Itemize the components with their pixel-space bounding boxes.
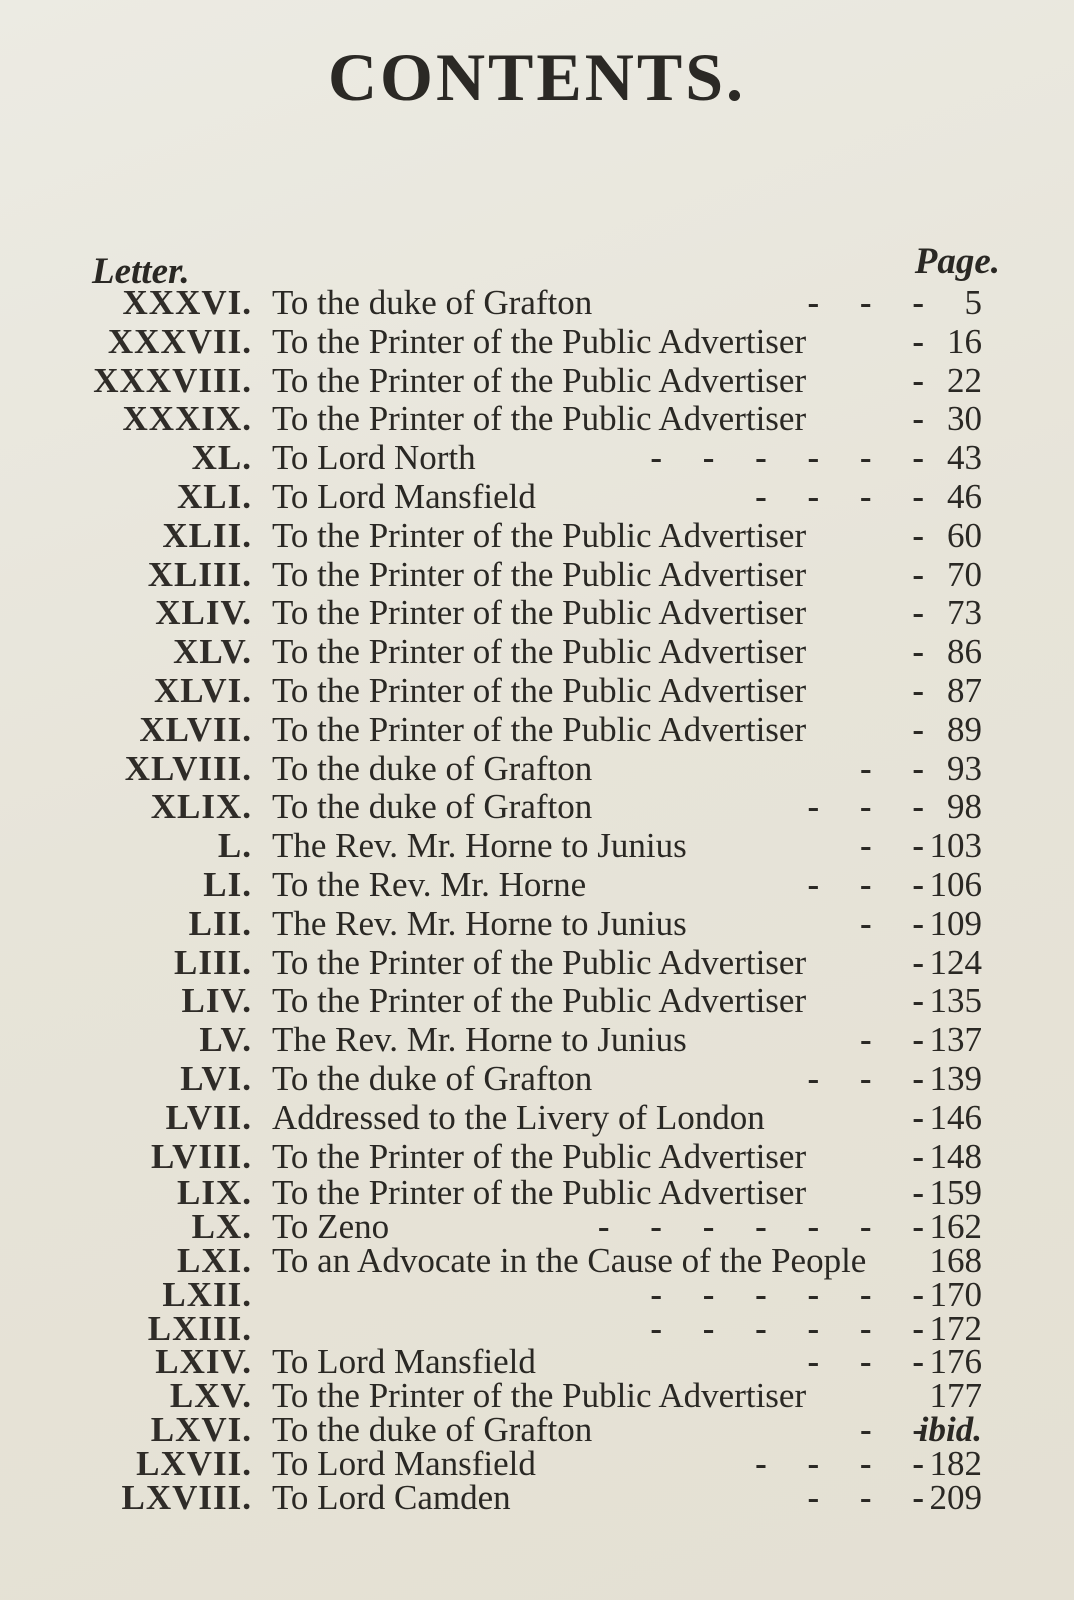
letter-numeral: XLIV. (155, 593, 252, 633)
dot-leader: - - (859, 1409, 924, 1449)
contents-entry (0, 905, 1074, 944)
letter-numeral: LIV. (181, 981, 252, 1021)
letter-numeral: XLIII. (147, 554, 252, 594)
page-number: 109 (929, 903, 982, 943)
contents-entry (0, 944, 1074, 983)
letter-title: To the Printer of the Public Advertiser (272, 670, 807, 710)
page-number: 162 (929, 1207, 982, 1247)
letter-title: To the duke of Grafton (272, 1409, 593, 1449)
dot-leader: - - - (807, 864, 924, 904)
dot-leader: - - - (807, 283, 924, 322)
letter-numeral: XLVI. (153, 670, 252, 710)
dot-leader: - (912, 1097, 924, 1137)
page-number: 139 (929, 1058, 982, 1098)
dot-leader: - (912, 981, 924, 1021)
letter-title: Addressed to the Livery of London (272, 1097, 765, 1137)
page-number: 209 (929, 1477, 982, 1517)
contents-entry (0, 1138, 1074, 1177)
page-number: 177 (929, 1376, 982, 1416)
letter-title: To an Advocate in the Cause of the People (272, 1240, 867, 1280)
contents-entry (0, 478, 1074, 517)
letter-numeral: LI. (203, 864, 252, 904)
page-number: 70 (947, 554, 982, 594)
dot-leader: - (912, 593, 924, 633)
letter-numeral: LVI. (180, 1058, 252, 1098)
contents-entry (0, 633, 1074, 672)
dot-leader: - (912, 632, 924, 672)
dot-leader: - (912, 1136, 924, 1176)
letter-numeral: XXXIX. (122, 399, 252, 439)
contents-entry (0, 1274, 1074, 1314)
letter-title: To the Printer of the Public Advertiser (272, 632, 807, 672)
page-number: 148 (929, 1136, 982, 1176)
letter-numeral: XL. (191, 438, 252, 478)
contents-entry (0, 982, 1074, 1021)
letter-numeral: LXVI. (150, 1409, 252, 1449)
letter-numeral: XLVII. (139, 709, 252, 749)
letter-title: To the duke of Grafton (272, 748, 593, 788)
contents-entry (0, 362, 1074, 401)
dot-leader: - - - (807, 1477, 924, 1517)
dot-leader: - - - - (755, 476, 924, 516)
page-number: ibid. (918, 1409, 982, 1449)
page-number: 46 (947, 476, 982, 516)
dot-leader: - (912, 554, 924, 594)
letter-numeral: XLIX. (150, 787, 252, 827)
page-number: 176 (929, 1342, 982, 1382)
page-column-header: Page. (914, 241, 1000, 282)
letter-numeral: LV. (199, 1020, 252, 1060)
dot-leader: - - (859, 826, 924, 866)
dot-leader: - - - - - - - (597, 1207, 924, 1247)
letter-numeral: XLI. (177, 476, 252, 516)
page-number: 89 (947, 709, 982, 749)
letter-title: To the Printer of the Public Advertiser (272, 1173, 807, 1213)
letter-title: The Rev. Mr. Horne to Junius (272, 1020, 687, 1060)
dot-leader: - (912, 360, 924, 400)
letter-numeral: LXI. (177, 1240, 252, 1280)
page-number: 86 (947, 632, 982, 672)
page-number: 98 (947, 787, 982, 827)
letter-title: To the Printer of the Public Advertiser (272, 554, 807, 594)
contents-entry (0, 1376, 1074, 1416)
dot-leader: - (912, 670, 924, 710)
contents-entry (0, 1060, 1074, 1099)
contents-entry (0, 750, 1074, 789)
letter-title: To Lord North (272, 438, 476, 478)
letter-title: To the Printer of the Public Advertiser (272, 981, 807, 1021)
letter-title: To the duke of Grafton (272, 787, 593, 827)
page-number: 30 (947, 399, 982, 439)
letter-title: To the duke of Grafton (272, 1058, 593, 1098)
dot-leader: - (912, 321, 924, 361)
page-number: 170 (929, 1274, 982, 1314)
contents-entry (0, 1173, 1074, 1213)
dot-leader: - (912, 515, 924, 555)
letter-title: To Lord Mansfield (272, 1443, 536, 1483)
contents-list (0, 283, 1074, 1517)
dot-leader: - - - - (755, 1443, 924, 1483)
letter-numeral: XXXVI. (122, 283, 252, 322)
contents-entry (0, 517, 1074, 556)
letter-numeral: LX. (191, 1207, 252, 1247)
letter-title: The Rev. Mr. Horne to Junius (272, 903, 687, 943)
contents-entry (0, 1207, 1074, 1247)
page-number: 137 (929, 1020, 982, 1060)
contents-entry (0, 1443, 1074, 1483)
dot-leader: - - - (807, 1058, 924, 1098)
dot-leader: - - - - - - (650, 1308, 924, 1348)
contents-entry (0, 594, 1074, 633)
page-number: 43 (947, 438, 982, 478)
letter-title: To Zeno (272, 1207, 390, 1247)
page-title: CONTENTS. (327, 39, 747, 115)
page-number: 22 (947, 360, 982, 400)
letter-numeral: XLVIII. (124, 748, 252, 788)
page-number: 60 (947, 515, 982, 555)
letter-numeral: XLV. (173, 632, 252, 672)
letter-numeral: L. (217, 826, 252, 866)
page-number: 159 (929, 1173, 982, 1213)
letter-numeral: LVIII. (150, 1136, 252, 1176)
contents-entry (0, 1021, 1074, 1060)
letter-title: To the Printer of the Public Advertiser (272, 399, 807, 439)
dot-leader: - - - (807, 787, 924, 827)
dot-leader: - (912, 399, 924, 439)
letter-numeral: LXIV. (155, 1342, 252, 1382)
letter-numeral: LXII. (162, 1274, 252, 1314)
page-number: 16 (947, 321, 982, 361)
letter-numeral: LIX. (177, 1173, 252, 1213)
contents-entry (0, 711, 1074, 750)
contents-entry (0, 672, 1074, 711)
contents-entry (0, 439, 1074, 478)
letter-column-header: Letter. (92, 251, 190, 292)
letter-title: To the Printer of the Public Advertiser (272, 942, 807, 982)
contents-entry (0, 556, 1074, 595)
letter-title: To Lord Mansfield (272, 476, 536, 516)
letter-title: To the Printer of the Public Advertiser (272, 593, 807, 633)
page-number: 103 (929, 826, 982, 866)
dot-leader: - - - - - - (650, 438, 924, 478)
contents-entry (0, 1409, 1074, 1449)
letter-numeral: LII. (188, 903, 252, 943)
letter-title: To the Printer of the Public Advertiser (272, 1376, 807, 1416)
letter-numeral: LXVIII. (121, 1477, 252, 1517)
letter-title: To Lord Mansfield (272, 1342, 536, 1382)
page-number: 172 (929, 1308, 982, 1348)
contents-entry (0, 1099, 1074, 1138)
dot-leader: - (912, 1173, 924, 1213)
dot-leader: - (912, 709, 924, 749)
page-number: 106 (929, 864, 982, 904)
contents-entry (0, 400, 1074, 439)
page-number: 87 (947, 670, 982, 710)
page-number: 168 (929, 1240, 982, 1280)
dot-leader: - - (859, 748, 924, 788)
letter-numeral: XXXVIII. (93, 360, 252, 400)
letter-title: To Lord Camden (272, 1477, 511, 1517)
letter-title: To the Rev. Mr. Horne (272, 864, 587, 904)
letter-numeral: LVII. (165, 1097, 252, 1137)
contents-entry (0, 1240, 1074, 1280)
letter-numeral: XLII. (162, 515, 252, 555)
letter-title: To the Printer of the Public Advertiser (272, 1136, 807, 1176)
contents-entry (0, 866, 1074, 905)
dot-leader: - (912, 942, 924, 982)
contents-entry (0, 1342, 1074, 1382)
dot-leader: - - (859, 1020, 924, 1060)
letter-title: To the Printer of the Public Advertiser (272, 515, 807, 555)
letter-title: To the Printer of the Public Advertiser (272, 709, 807, 749)
contents-entry (0, 323, 1074, 362)
letter-title: To the Printer of the Public Advertiser (272, 360, 807, 400)
letter-numeral: LXIII. (147, 1308, 252, 1348)
page-number: 5 (964, 283, 982, 322)
dot-leader: - - - (807, 1342, 924, 1382)
contents-entry (0, 827, 1074, 866)
letter-numeral: XXXVII. (107, 321, 252, 361)
letter-title: To the duke of Grafton (272, 283, 593, 322)
contents-entry (0, 284, 1074, 323)
letter-numeral: LIII. (174, 942, 252, 982)
contents-entry (0, 1477, 1074, 1517)
letter-numeral: LXV. (169, 1376, 252, 1416)
contents-entry (0, 1308, 1074, 1348)
contents-entry (0, 788, 1074, 827)
letter-title: The Rev. Mr. Horne to Junius (272, 826, 687, 866)
page-number: 93 (947, 748, 982, 788)
page-number: 73 (947, 593, 982, 633)
page-number: 135 (929, 981, 982, 1021)
letter-title: To the Printer of the Public Advertiser (272, 321, 807, 361)
dot-leader: - - (859, 903, 924, 943)
letter-numeral: LXVII. (136, 1443, 252, 1483)
dot-leader: - - - - - - (650, 1274, 924, 1314)
page-number: 182 (929, 1443, 982, 1483)
page-number: 146 (929, 1097, 982, 1137)
page-number: 124 (929, 942, 982, 982)
